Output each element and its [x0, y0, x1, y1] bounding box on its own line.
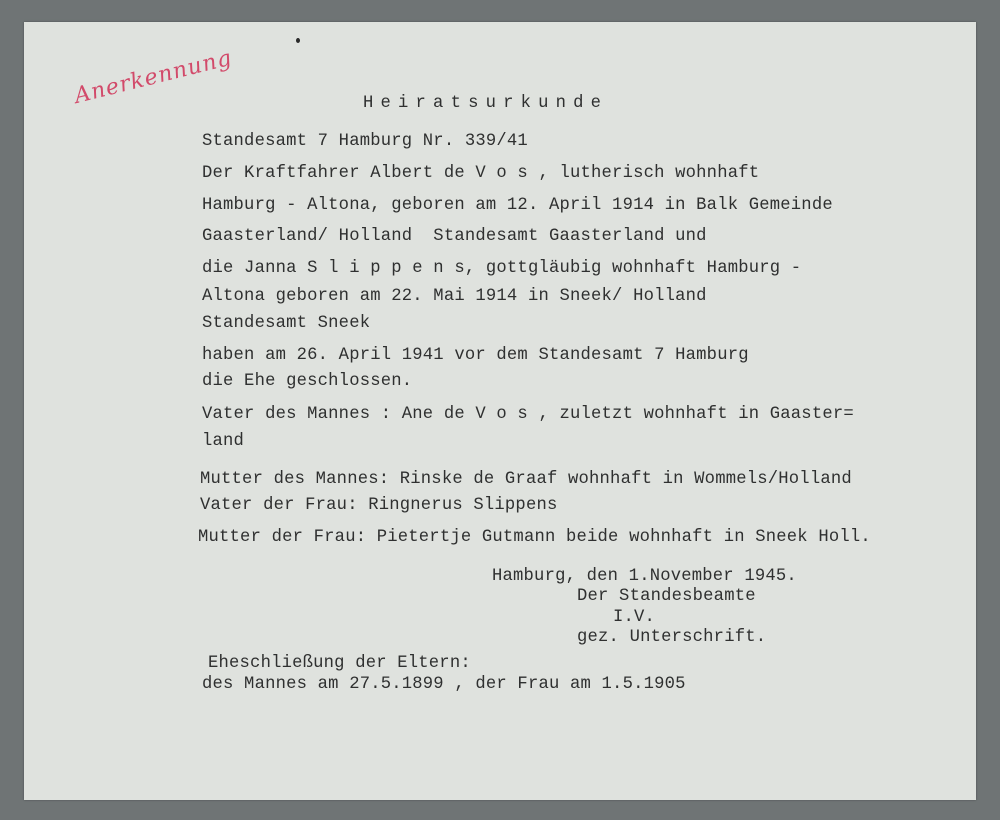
- text-line: Der Kraftfahrer Albert de V o s , lutherisch wohnhaft: [202, 164, 760, 183]
- register-number-line: Standesamt 7 Hamburg Nr. 339/41: [202, 132, 528, 151]
- document-title: Heiratsurkunde: [363, 94, 609, 113]
- parents-marriage-dates: des Mannes am 27.5.1899 , der Frau am 1.5.1905: [202, 675, 686, 694]
- signature-title: Der Standesbeamte: [577, 587, 756, 606]
- text-line: land: [202, 432, 245, 451]
- text-line: Standesamt Sneek: [202, 314, 371, 333]
- text-line: die Ehe geschlossen.: [202, 372, 413, 391]
- signature-signed: gez. Unterschrift.: [577, 628, 767, 647]
- ink-dot: [296, 38, 300, 43]
- text-line: die Janna S l i p p e n s, gottgläubig wohnhaft Hamburg -: [202, 259, 802, 278]
- text-line: Vater des Mannes : Ane de V o s , zuletzt wohnhaft in Gaaster=: [202, 405, 854, 424]
- handwritten-note: Anerkennung: [71, 45, 235, 109]
- text-line: Vater der Frau: Ringnerus Slippens: [200, 496, 558, 515]
- document-paper: [24, 22, 976, 800]
- text-line: Altona geboren am 22. Mai 1914 in Sneek/ Holland: [202, 287, 707, 306]
- parents-marriage-heading: Eheschließung der Eltern:: [208, 654, 471, 673]
- text-line: Gaasterland/ Holland Standesamt Gaasterland und: [202, 227, 707, 246]
- text-line: haben am 26. April 1941 vor dem Standesamt 7 Hamburg: [202, 346, 749, 365]
- signature-iv: I.V.: [613, 608, 656, 627]
- text-line: Hamburg - Altona, geboren am 12. April 1914 in Balk Gemeinde: [202, 196, 833, 215]
- text-line: Mutter des Mannes: Rinske de Graaf wohnhaft in Wommels/Holland: [200, 470, 852, 489]
- text-line: Mutter der Frau: Pietertje Gutmann beide wohnhaft in Sneek Holl.: [198, 528, 871, 547]
- signature-place-date: Hamburg, den 1.November 1945.: [492, 567, 797, 586]
